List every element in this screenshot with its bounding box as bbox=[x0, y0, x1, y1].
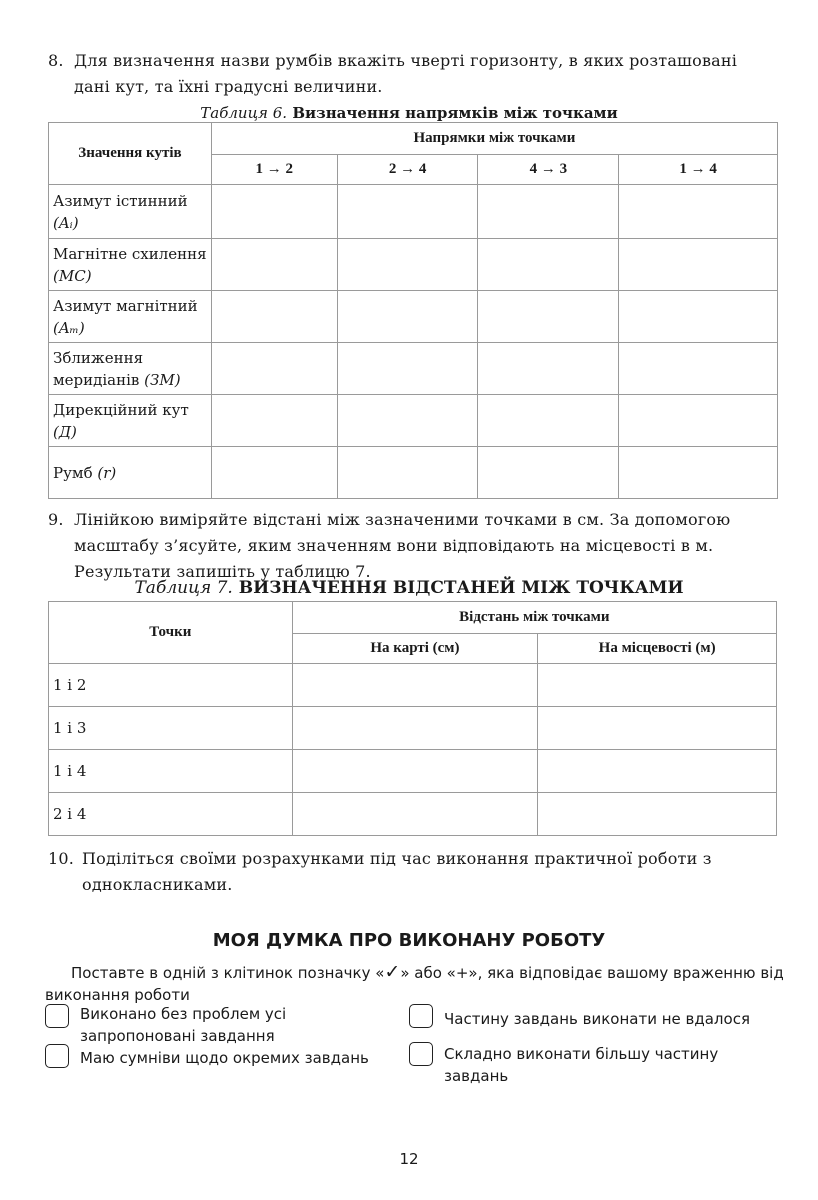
answer-cell[interactable] bbox=[337, 239, 478, 291]
answer-cell[interactable] bbox=[337, 291, 478, 343]
answer-cell[interactable] bbox=[337, 395, 478, 447]
table-row bbox=[49, 664, 777, 707]
table-row bbox=[49, 793, 777, 836]
column-header: 1 → 4 bbox=[619, 155, 778, 185]
opinion-title: МОЯ ДУМКА ПРО ВИКОНАНУ РОБОТУ bbox=[212, 930, 606, 951]
table-row bbox=[49, 185, 778, 239]
answer-cell[interactable] bbox=[538, 793, 777, 836]
option-label: Складно виконати більшу частину завдань bbox=[444, 1045, 719, 1085]
page-number: 12 bbox=[399, 1150, 419, 1168]
check-mark-icon: ✓ bbox=[384, 961, 401, 983]
opinion-instruction: Поставте в одній з клітинок позначку «✓» або «+», яка відповідає вашому враженню від виконання роботи bbox=[45, 961, 784, 1004]
answer-cell[interactable] bbox=[619, 291, 778, 343]
caption-title: Визначення напрямків між точками bbox=[292, 104, 618, 122]
option-checkbox[interactable] bbox=[45, 1044, 69, 1068]
option-label: Маю сумніви щодо окремих завдань bbox=[80, 1049, 369, 1067]
answer-cell[interactable] bbox=[292, 793, 538, 836]
answer-cell[interactable] bbox=[337, 343, 478, 395]
answer-cell[interactable] bbox=[292, 664, 538, 707]
row-label: 1 і 3 bbox=[49, 707, 293, 750]
answer-cell[interactable] bbox=[211, 185, 337, 239]
table-row bbox=[49, 447, 778, 499]
caption-prefix: Таблиця 7. bbox=[134, 578, 233, 598]
option-checkbox[interactable] bbox=[409, 1042, 433, 1066]
option-checkbox[interactable] bbox=[409, 1004, 433, 1028]
answer-cell[interactable] bbox=[619, 239, 778, 291]
answer-cell[interactable] bbox=[478, 185, 619, 239]
row-label: Зближення меридіанів (ЗМ) bbox=[49, 343, 212, 395]
task-number: 9. bbox=[48, 510, 64, 529]
table-row bbox=[49, 750, 777, 793]
task-text: Лінійкою виміряйте відстані між зазначеними точками в см. За допомогою масштабу з’ясуйте, яким значенням вони відповідають на місцевості в м. Результати запишіть у таблицю 7. bbox=[74, 510, 731, 581]
header-directions: Напрямки між точками bbox=[211, 123, 777, 155]
row-label: 1 і 4 bbox=[49, 750, 293, 793]
header-points: Точки bbox=[49, 602, 293, 664]
answer-cell[interactable] bbox=[619, 185, 778, 239]
column-header: На місцевості (м) bbox=[538, 634, 777, 664]
answer-cell[interactable] bbox=[337, 185, 478, 239]
answer-cell[interactable] bbox=[478, 343, 619, 395]
table-7-caption bbox=[0, 578, 818, 598]
column-header: 2 → 4 bbox=[337, 155, 478, 185]
answer-cell[interactable] bbox=[478, 291, 619, 343]
header-distance: Відстань між точками bbox=[292, 602, 776, 634]
header-angle-values: Значення кутів bbox=[49, 123, 212, 185]
task-text: Для визначення назви румбів вкажіть чверті горизонту, в яких розташовані дані кут, та їхні градусні величини. bbox=[74, 51, 738, 96]
caption-prefix: Таблиця 6. bbox=[200, 104, 288, 122]
task-text: Поділіться своїми розрахунками під час виконання практичної роботи з однокласниками. bbox=[82, 849, 712, 894]
caption-title: ВИЗНАЧЕННЯ ВІДСТАНЕЙ МІЖ ТОЧКАМИ bbox=[238, 578, 684, 598]
answer-cell[interactable] bbox=[478, 239, 619, 291]
row-label: Азимут магнітний (Aₘ) bbox=[49, 291, 212, 343]
table-7 bbox=[48, 601, 777, 836]
answer-cell[interactable] bbox=[211, 447, 337, 499]
answer-cell[interactable] bbox=[292, 707, 538, 750]
table-row bbox=[49, 291, 778, 343]
answer-cell[interactable] bbox=[538, 750, 777, 793]
answer-cell[interactable] bbox=[619, 343, 778, 395]
answer-cell[interactable] bbox=[292, 750, 538, 793]
row-label: Дирекційний кут (Д) bbox=[49, 395, 212, 447]
task-number: 8. bbox=[48, 51, 64, 70]
table-row bbox=[49, 239, 778, 291]
table-row bbox=[49, 343, 778, 395]
row-label: 1 і 2 bbox=[49, 664, 293, 707]
column-header: На карті (см) bbox=[292, 634, 538, 664]
task-10 bbox=[48, 846, 778, 898]
task-8 bbox=[48, 48, 778, 100]
table-6-caption bbox=[0, 104, 818, 122]
answer-cell[interactable] bbox=[478, 395, 619, 447]
answer-cell[interactable] bbox=[538, 664, 777, 707]
answer-cell[interactable] bbox=[538, 707, 777, 750]
answer-cell[interactable] bbox=[211, 291, 337, 343]
table-row bbox=[49, 395, 778, 447]
task-9 bbox=[48, 507, 778, 585]
option-checkbox[interactable] bbox=[45, 1004, 69, 1028]
row-label: Румб (r) bbox=[49, 447, 212, 499]
option-label: Виконано без проблем усі запропоновані завдання bbox=[80, 1005, 287, 1045]
answer-cell[interactable] bbox=[211, 239, 337, 291]
answer-cell[interactable] bbox=[211, 343, 337, 395]
table-row bbox=[49, 707, 777, 750]
column-header: 1 → 2 bbox=[211, 155, 337, 185]
answer-cell[interactable] bbox=[337, 447, 478, 499]
task-number: 10. bbox=[48, 849, 75, 868]
answer-cell[interactable] bbox=[619, 447, 778, 499]
answer-cell[interactable] bbox=[619, 395, 778, 447]
table-6 bbox=[48, 122, 778, 499]
column-header: 4 → 3 bbox=[478, 155, 619, 185]
row-label: Магнітне схилення (MC) bbox=[49, 239, 212, 291]
row-label: 2 і 4 bbox=[49, 793, 293, 836]
row-label: Азимут істинний (Aᵢ) bbox=[49, 185, 212, 239]
answer-cell[interactable] bbox=[211, 395, 337, 447]
option-label: Частину завдань виконати не вдалося bbox=[444, 1010, 750, 1028]
answer-cell[interactable] bbox=[478, 447, 619, 499]
